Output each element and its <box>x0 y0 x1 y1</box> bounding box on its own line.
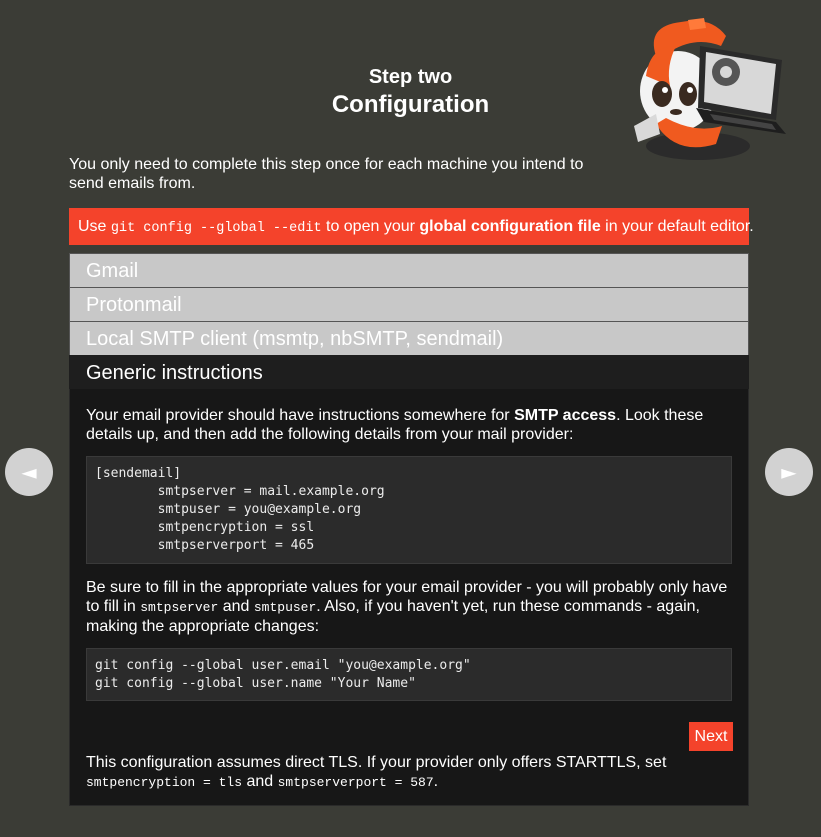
mascot-illustration <box>626 16 792 162</box>
provider-accordion <box>69 253 749 806</box>
tab-generic-instructions[interactable]: Generic instructions <box>69 355 749 389</box>
git-user-commands-block: git config --global user.email "you@example.org" git config --global user.name "Your Name" <box>86 648 732 701</box>
intro-text: You only need to complete this step once for each machine you intend to send emails from. <box>69 156 584 192</box>
page-title: Configuration <box>331 91 490 118</box>
tab-protonmail[interactable]: Protonmail <box>69 287 749 321</box>
previous-step-button[interactable]: ◄ <box>5 448 53 496</box>
tls-note-paragraph: This configuration assumes direct TLS. If your provider only offers STARTTLS, set smtpencryption = tls and smtpserverport = 587. <box>86 754 667 790</box>
sendemail-config-block: [sendemail] smtpserver = mail.example.org smtpuser = you@example.org smtpencryption = ssl smtpserverport = 465 <box>86 456 732 564</box>
next-step-button[interactable]: ► <box>765 448 813 496</box>
inline-code: git config --global --edit <box>110 221 322 236</box>
fill-values-paragraph: Be sure to fill in the appropriate values for your email provider - you will probably only have to fill in smtpserver and smtpuser. Also, if you haven't yet, run these commands - again, making the appropriate changes: <box>86 579 728 635</box>
next-button[interactable]: Next <box>689 722 733 751</box>
step-label: Step two <box>368 66 453 88</box>
tab-local-smtp-client[interactable]: Local SMTP client (msmtp, nbSMTP, sendmail) <box>69 321 749 355</box>
instruction-paragraph: Your email provider should have instructions somewhere for SMTP access. Look these details up, and then add the following details from your mail provider: <box>86 407 704 443</box>
edit-config-notice: Use git config --global --edit to open your global configuration file in your default editor. <box>69 208 749 245</box>
tab-gmail[interactable]: Gmail <box>69 253 749 287</box>
generic-instructions-panel <box>69 389 749 806</box>
